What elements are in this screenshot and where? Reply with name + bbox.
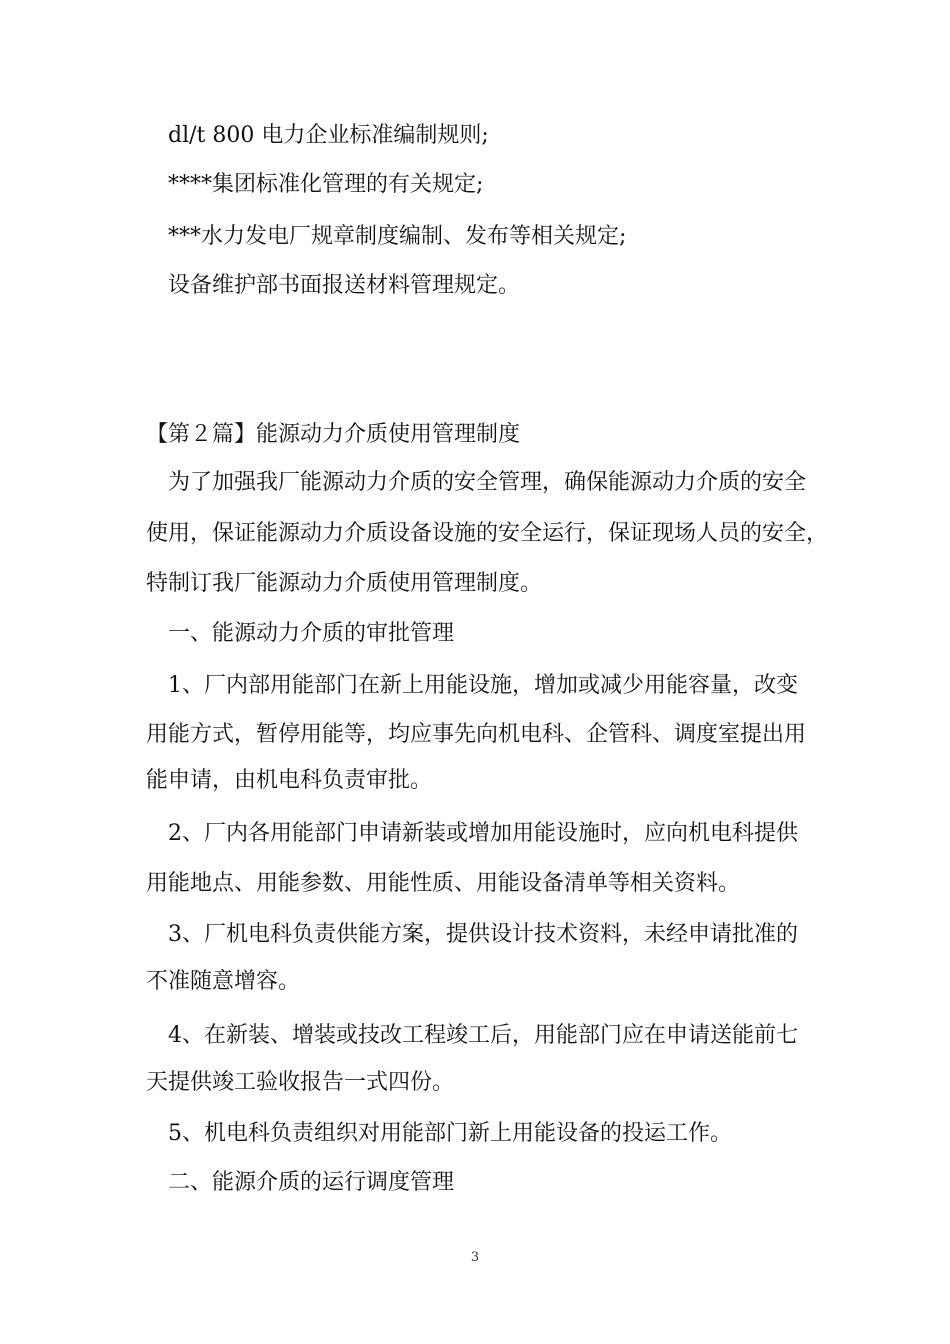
intro-paragraph-line: 使用，保证能源动力介质设备设施的安全运行，保证现场人员的安全， — [146, 521, 829, 546]
list-item-line: 2、厂内各用能部门申请新装或增加用能设施时，应向机电科提供 — [168, 821, 798, 846]
section-title: 一、能源动力介质的审批管理 — [168, 621, 455, 646]
list-item-line: 用能方式，暂停用能等，均应事先向机电科、企管科、调度室提出用 — [146, 722, 807, 747]
reference-line: ***水力发电厂规章制度编制、发布等相关规定; — [168, 224, 627, 249]
intro-paragraph-line: 为了加强我厂能源动力介质的安全管理，确保能源动力介质的安全 — [168, 470, 807, 495]
list-item-line: 1、厂内部用能部门在新上用能设施，增加或减少用能容量，改变 — [168, 673, 798, 698]
reference-line: 设备维护部书面报送材料管理规定。 — [168, 273, 521, 298]
section-title: 二、能源介质的运行调度管理 — [168, 1170, 455, 1195]
list-item-line: 用能地点、用能参数、用能性质、用能设备清单等相关资料。 — [146, 871, 741, 896]
page-number: 3 — [470, 1250, 480, 1265]
list-item-line: 天提供竣工验收报告一式四份。 — [146, 1070, 455, 1095]
list-item-line: 5、机电科负责组织对用能部门新上用能设备的投运工作。 — [168, 1121, 732, 1146]
reference-line: ****集团标准化管理的有关规定; — [168, 172, 484, 197]
reference-line: dl/t 800 电力企业标准编制规则; — [168, 123, 489, 148]
list-item-line: 能申请，由机电科负责审批。 — [146, 768, 433, 793]
list-item-line: 4、在新装、增装或技改工程竣工后，用能部门应在申请送能前七 — [168, 1023, 798, 1048]
article-heading: 【第２篇】能源动力介质使用管理制度 — [146, 422, 521, 447]
intro-paragraph-line: 特制订我厂能源动力介质使用管理制度。 — [146, 571, 543, 596]
list-item-line: 不准随意增容。 — [146, 969, 301, 994]
list-item-line: 3、厂机电科负责供能方案，提供设计技术资料，未经申请批准的 — [168, 922, 798, 947]
